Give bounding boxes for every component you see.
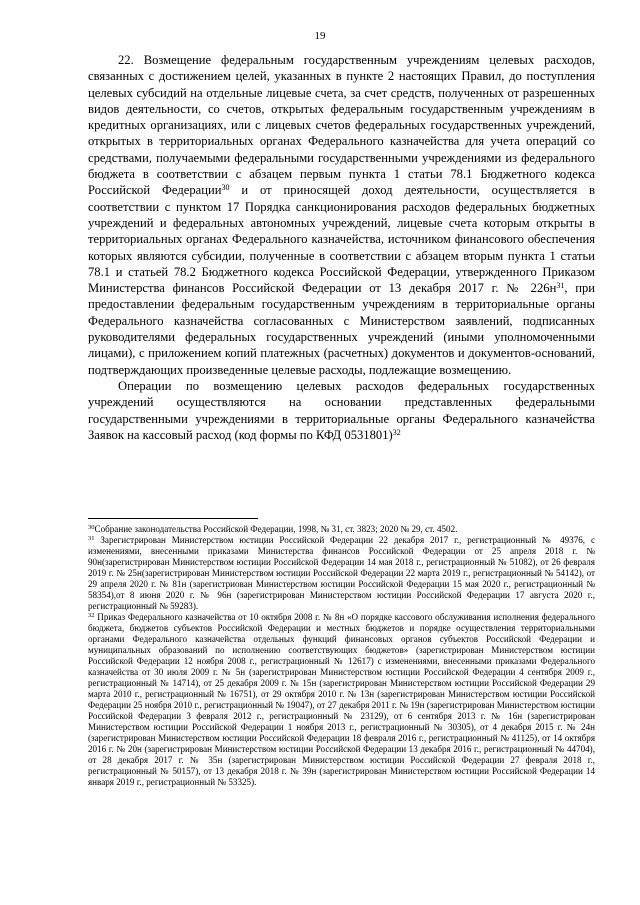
paragraph-22-text-3: , при предоставлении федеральным государственным учреждениям в территориальные органы Федерального казначейства согласованных с Министерством заявлений, подписанных руководителями федеральных государственных учреждений (иными уполномоченными лицами), с приложением копий платежных (расчетных) документов и документов-оснований, подтверждающих произведенные целевые расходы, подлежащие возмещению. xyxy=(88,281,596,377)
paragraph-operations-text: Операции по возмещению целевых расходов федеральных государственных учреждений осуществляются на основании представленных федеральными государственными учреждениями в территориальные органы Федерального казначейства Заявок на кассовый расход (код формы по КФД 0531801) xyxy=(88,378,595,442)
footnote-32 xyxy=(88,612,595,788)
page-number: 19 xyxy=(314,30,326,42)
paragraph-22-text-2: и от приносящей доход деятельности, осуществляется в соответствии с пунктом 17 Порядка санкционирования расходов федеральных бюджетных учреждений и федеральных автономных учреждений, лицевые счета которым открыты в территориальных органах Федерального казначейства, источником финансового обеспечения которых являются субсидии, полученные в соответствии с абзацем вторым пункта 1 статьи 78.1 и статьей 78.2 Бюджетного кодекса Российской Федерации, утвержденного Приказом Министерства финансов Российской Федерации от 13 декабря 2017 г. № 226н xyxy=(88,183,595,296)
footnote-separator xyxy=(88,518,258,519)
footnote-30-text: Собрание законодательства Российской Федерации, 1998, № 31, ст. 3823; 2020 № 29, ст. 4502. xyxy=(94,524,458,534)
paragraph-22-text-1: 22. Возмещение федеральным государственным учреждениям целевых расходов, связанных с достижением целей, указанных в пункте 2 настоящих Правил, до поступления целевых субсидий на отдельные лицевые счета, за счет средств, полученных от разрешенных видов деятельности, со счетов, открытых федеральным государственным учреждениям в кредитных организациях, или с лицевых счетов федеральных государственных учреждений, открытых в территориальных органах Федерального казначейства для учета операций со средствами, получаемыми федеральными государственными учреждениями из федерального бюджета в соответствии с абзацем первым пункта 1 статьи 78.1 Бюджетного кодекса Российской Федерации xyxy=(88,53,595,198)
footnote-32-number: 32 xyxy=(88,612,95,619)
paragraph-22 xyxy=(88,52,595,378)
footnote-30-number: 30 xyxy=(88,524,95,531)
footnote-ref-31[interactable]: 31 xyxy=(556,281,565,291)
footnote-30 xyxy=(88,524,595,535)
footnotes xyxy=(88,524,595,788)
footnote-32-text: Приказ Федерального казначейства от 10 октября 2008 г. № 8н «О порядке кассового обслуживания исполнения федерального бюджета, бюджетов субъектов Российской Федерации и местных бюджетов и порядке осуществления территориальными органами Федерального казначейства отдельных функций финансовых органов субъектов Российской Федерации и муниципальных образований по исполнению соответствующих бюджетов» (зарегистрирован Министерством юстиции Российской Федерации 12 ноября 2008 г., регистрационный № 12617) с изменениями, внесенными приказами Федерального казначейства от 30 июля 2009 г. № 5н (зарегистрирован Министерством юстиции Российской Федерации 4 сентября 2009 г., регистрационный № 14714), от 25 декабря 2009 г. № 15н (зарегистрирован Министерством юстиции Российской Федерации 29 марта 2010 г., регистрационный № 16751), от 29 октября 2010 г. № 13н (зарегистрирован Министерством юстиции Российской Федерации 25 ноября 2010 г., регистрационный № 19047), от 27 декабря 2011 г. № 19н (зарегистрирован Министерством юстиции Российской Федерации 3 февраля 2012 г., регистрационный № 23129), от 6 сентября 2013 г. № 16н (зарегистрирован Министерством юстиции Российской Федерации 1 ноября 2013 г., регистрационный № 30305), от 4 декабря 2015 г. № 24н (зарегистрирован Министерством юстиции Российской Федерации 18 февраля 2016 г., регистрационный № 41125), от 14 октября 2016 г. № 20н (зарегистрирован Министерством юстиции Российской Федерации 13 декабря 2016 г., регистрационный № 44704), от 28 декабря 2017 г. № 35н (зарегистрирован Министерством юстиции Российской Федерации 27 февраля 2018 г., регистрационный № 50157), от 13 декабря 2018 г. № 39н (зарегистрирован Министерством юстиции Российской Федерации 14 января 2019 г., регистрационный № 53325). xyxy=(88,612,595,787)
footnote-31 xyxy=(88,535,595,612)
paragraph-operations xyxy=(88,378,595,443)
footnote-ref-32[interactable]: 32 xyxy=(392,427,401,437)
footnote-ref-30[interactable]: 30 xyxy=(221,183,230,193)
footnote-31-number: 31 xyxy=(88,535,95,542)
main-text xyxy=(88,52,595,443)
footnote-31-text: Зарегистрирован Министерством юстиции Российской Федерации 22 декабря 2017 г., регистрационный № 49376, с изменениями, внесенными приказами Министерства финансов Российской Федерации от 25 апреля 2018 г. № 90н(зарегистрирован Министерством юстиции Российской Федерации 14 мая 2018 г., регистрационный № 51082), от 26 февраля 2019 г. № 25н(зарегистрирован Министерством юстиции Российской Федерации 22 марта 2019 г., регистрационный № 54142), от 29 апреля 2020 г. № 81н (зарегистриован Министерством юстиции Российской Федерации 15 мая 2020 г., регистрационный № 58354),от 8 июня 2020 г. № 96н (зарегистрирован Министерством юстиции Российской Федерации 17 августа 2020 г., регистрационный № 59283). xyxy=(88,535,595,611)
